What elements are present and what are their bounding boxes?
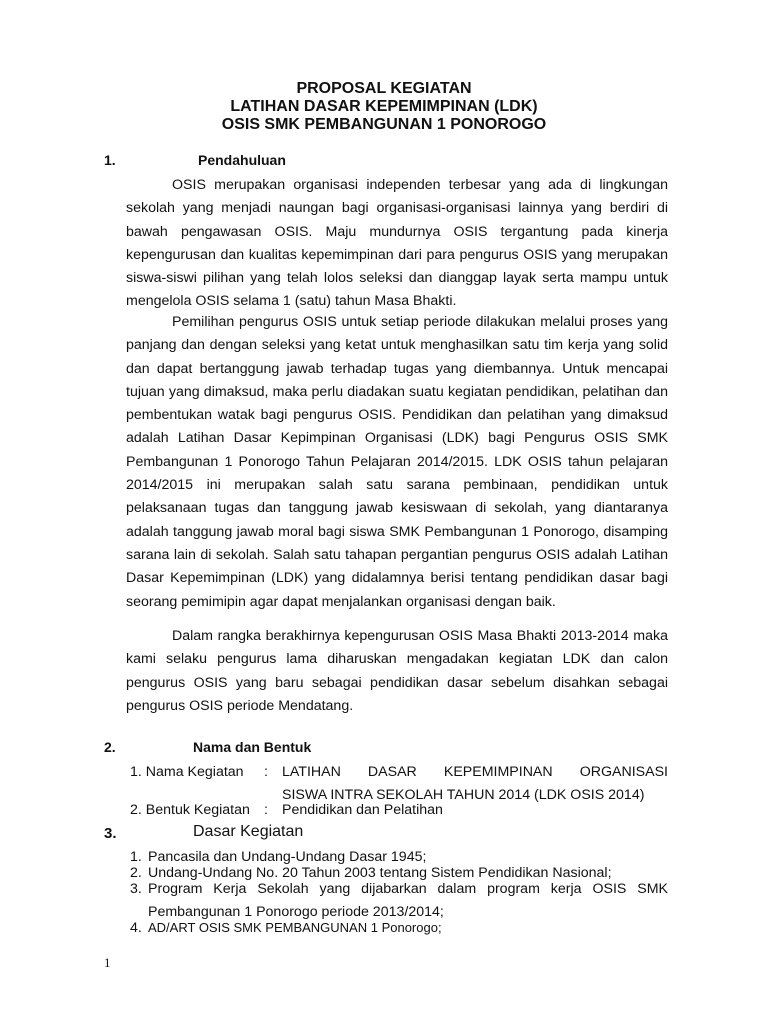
section-2-number: 2. [104, 739, 116, 755]
pendahuluan-paragraph-3: Dalam rangka berakhirnya kepengurusan OSIS Masa Bhakti 2013-2014 maka kami selaku pengurus lama diharuskan mengadakan kegiatan LDK dan calon pengurus OSIS yang baru sebagai pendidikan dasar sebelum disahkan sebagai pengurus OSIS periode Mendatang. [126, 628, 668, 714]
nama-kegiatan-value-line-2: SISWA INTRA SEKOLAH TAHUN 2014 (LDK OSIS 2014) [282, 787, 645, 803]
list-item-text-line-2: Pembangunan 1 Ponorogo periode 2013/2014; [148, 904, 444, 920]
bentuk-kegiatan-value: Pendidikan dan Pelatihan [282, 802, 443, 818]
document-title-line-3: OSIS SMK PEMBANGUNAN 1 PONOROGO [221, 116, 547, 133]
pendahuluan-paragraph-1: OSIS merupakan organisasi independen terbesar yang ada di lingkungan sekolah yang menjadi naungan bagi organisasi-organisasi lainnya yang berdiri di bawah pengawasan OSIS. Maju mundurnya OSIS tergantung pada kinerja kepengurusan dan kualitas kepemimpinan dari para pengurus OSIS yang merupakan siswa-siswi pilihan yang telah lolos seleksi dan dianggap layak serta mampu untuk mengelola OSIS selama 1 (satu) tahun Masa Bhakti. [126, 177, 668, 310]
bentuk-kegiatan-colon: : [264, 802, 268, 818]
list-item-number: 4. [130, 920, 142, 936]
section-3-title: Dasar Kegiatan [193, 823, 304, 840]
section-3-number: 3. [104, 825, 117, 842]
list-item-number: 2. [130, 865, 142, 881]
bentuk-kegiatan-label: 2. Bentuk Kegiatan [130, 802, 250, 818]
section-1-number: 1. [104, 152, 116, 168]
list-item-text-line-1: Program Kerja Sekolah yang dijabarkan dalam program kerja OSIS SMK [148, 881, 668, 897]
list-item-number: 3. [130, 881, 142, 897]
section-2-title: Nama dan Bentuk [193, 739, 312, 755]
section-1-title: Pendahuluan [198, 152, 286, 168]
list-item-text: AD/ART OSIS SMK PEMBANGUNAN 1 Ponorogo; [148, 920, 442, 935]
nama-kegiatan-colon: : [264, 764, 268, 780]
nama-kegiatan-label: 1. Nama Kegiatan [130, 764, 244, 780]
page-number: 1 [104, 955, 111, 970]
bentuk-kegiatan-row [0, 801, 768, 819]
list-item-number: 1. [130, 849, 142, 865]
nama-kegiatan-row [0, 763, 768, 781]
pendahuluan-paragraph-2: Pemilihan pengurus OSIS untuk setiap periode dilakukan melalui proses yang panjang dan dengan seleksi yang ketat untuk menghasilkan satu tim kerja yang solid dan dapat bertanggung jawab terhadap tugas yang diembannya. Untuk mencapai tujuan yang dimaksud, maka perlu diadakan suatu kegiatan pendidikan, pelatihan dan pembentukan watak bagi pengurus OSIS. Pendidikan dan pelatihan yang dimaksud adalah Latihan Dasar Kepimpinan Organisasi (LDK) bagi Pengurus OSIS SMK Pembangunan 1 Ponorogo Tahun Pelajaran 2014/2015. LDK OSIS tahun pelajaran 2014/2015 ini merupakan salah satu sarana pembinaan, pendidikan untuk pelaksanaan tugas dan tanggung jawab kesiswaan di sekolah, yang diantaranya adalah tanggung jawab moral bagi siswa SMK Pembangunan 1 Ponorogo, disamping sarana lain di sekolah. Salah satu tahapan pergantian pengurus OSIS adalah Latihan Dasar Kepemimpinan (LDK) yang didalamnya berisi tentang pendidikan dasar bagi seorang pemimipin agar dapat menjalankan organisasi dengan baik. [126, 314, 668, 610]
nama-kegiatan-value-line-1: LATIHAN DASAR KEPEMIMPINAN ORGANISASI [282, 764, 668, 780]
list-item-text: Pancasila dan Undang-Undang Dasar 1945; [148, 849, 427, 865]
document-title-line-2: LATIHAN DASAR KEPEMIMPINAN (LDK) [230, 98, 538, 115]
list-item-text: Undang-Undang No. 20 Tahun 2003 tentang Sistem Pendidikan Nasional; [148, 865, 612, 881]
document-title-line-1: PROPOSAL KEGIATAN [296, 80, 472, 97]
